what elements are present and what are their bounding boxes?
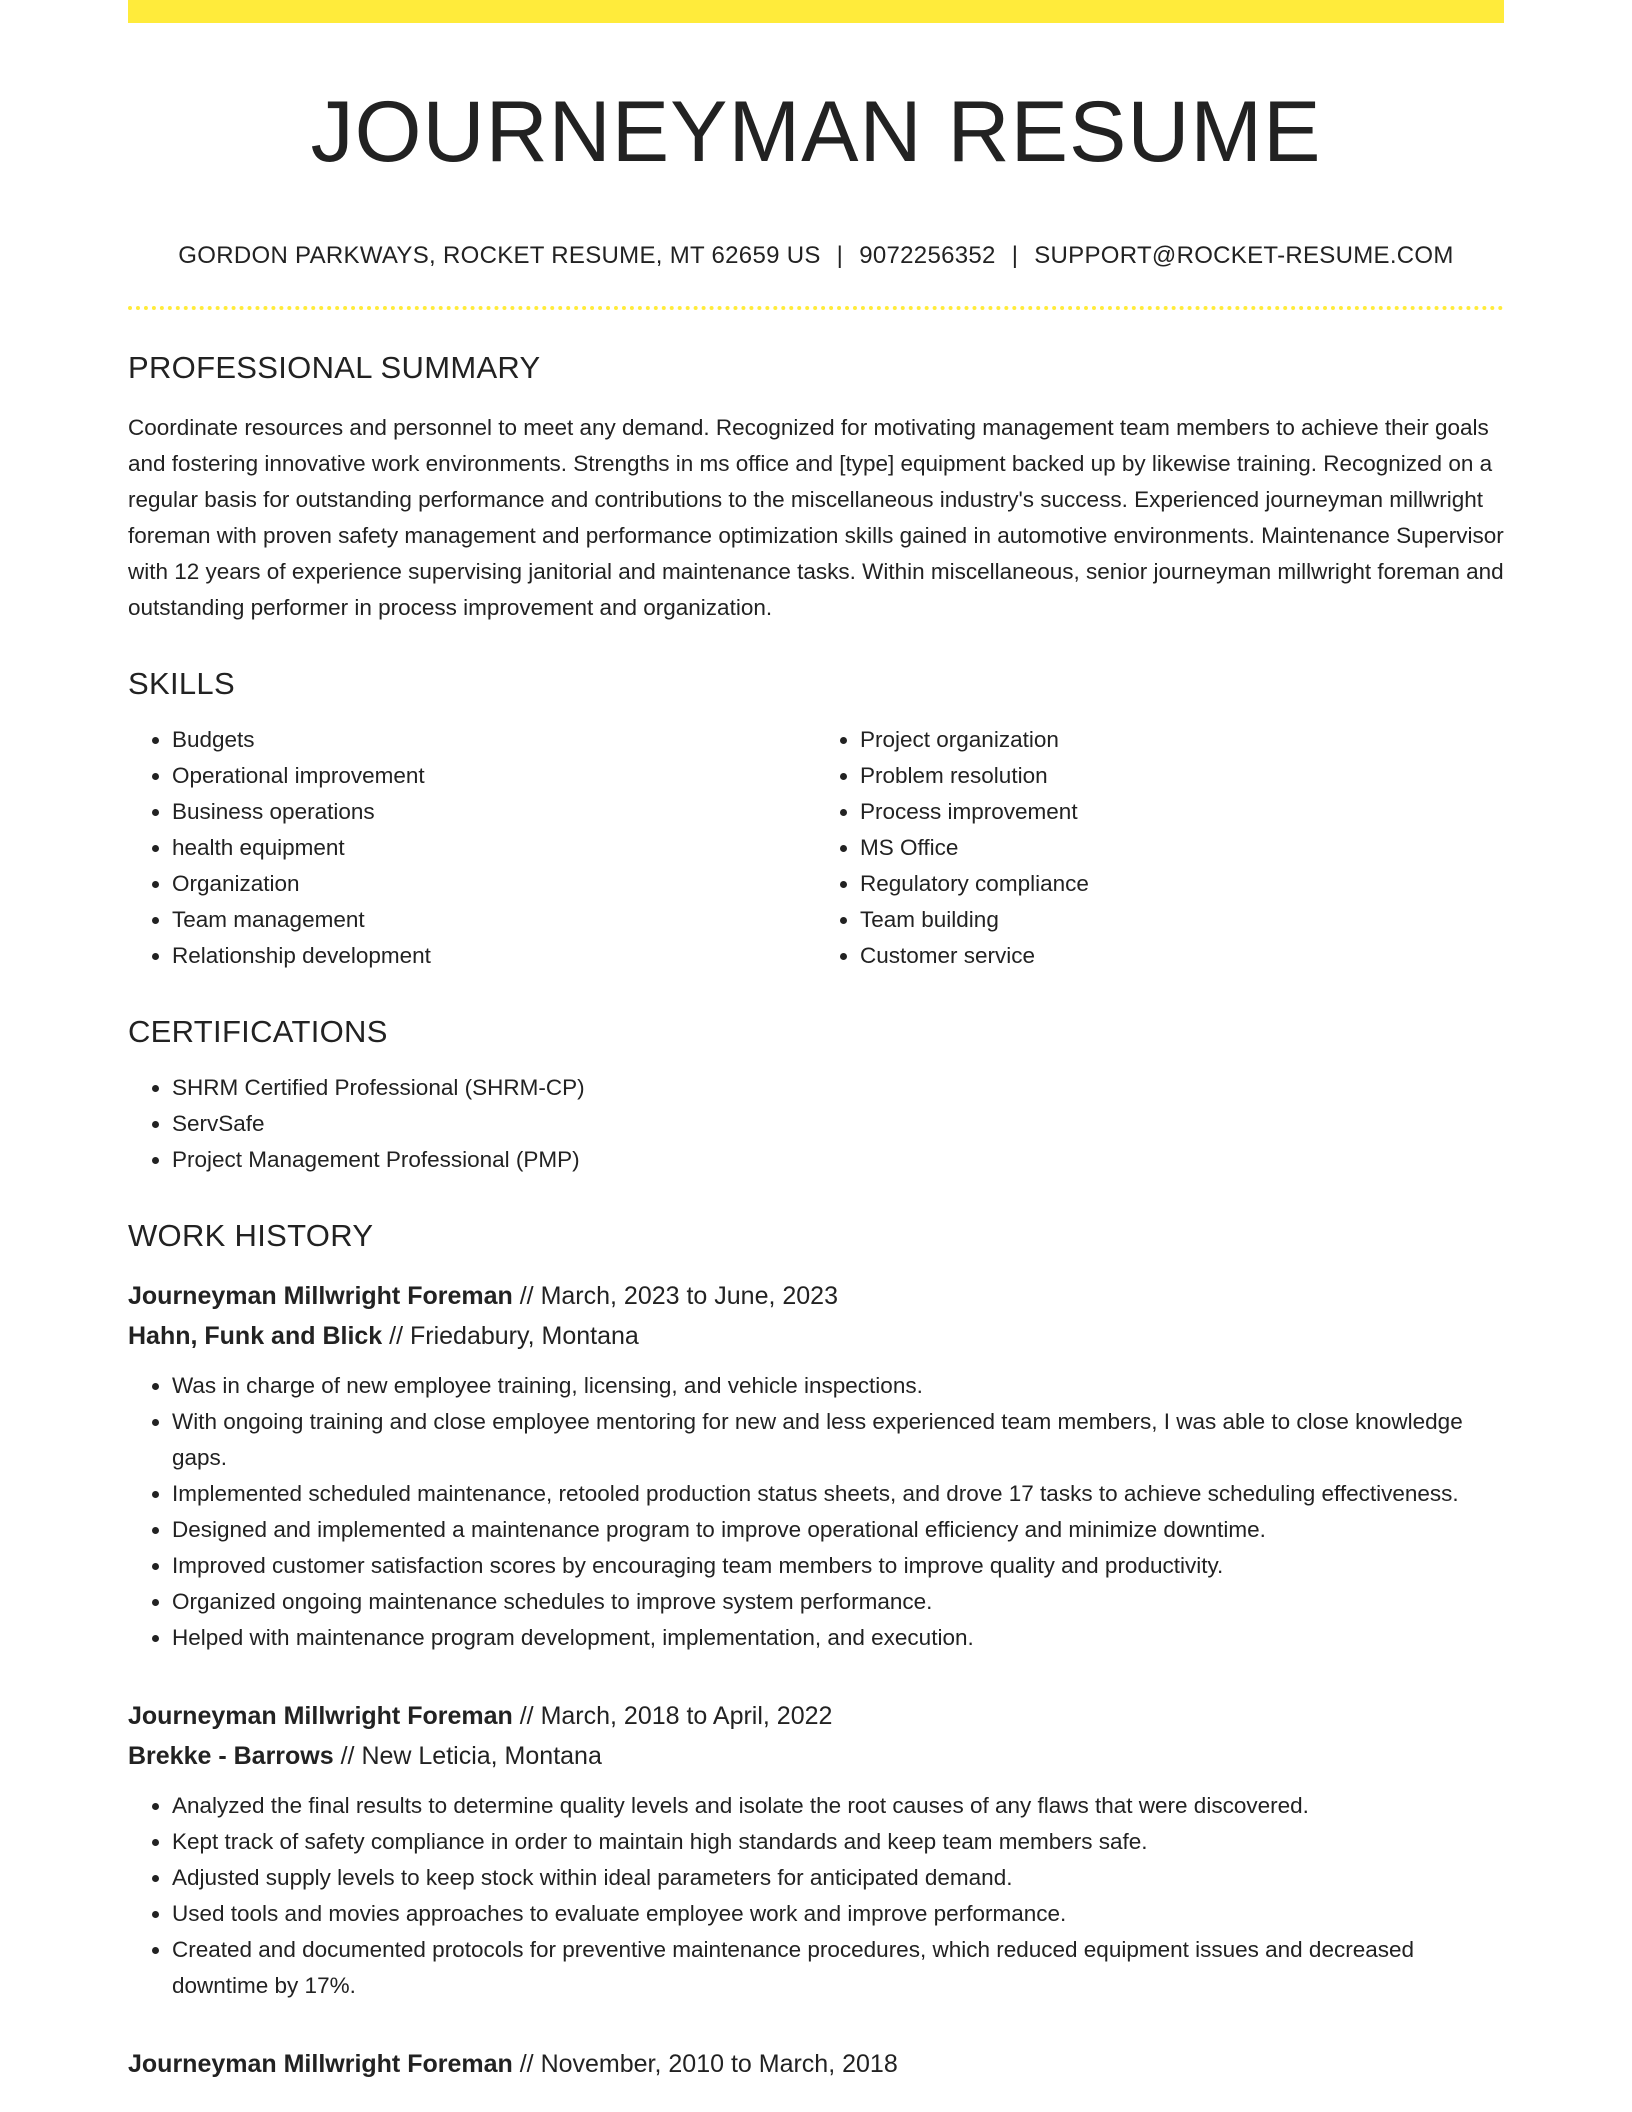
skill-item: • Organization <box>172 866 816 902</box>
dotted-divider <box>128 306 1504 310</box>
skills-list <box>128 722 1504 974</box>
skill-item: • Process improvement <box>860 794 1504 830</box>
job-bullet: • Was in charge of new employee training, licensing, and vehicle inspections. <box>172 1368 1504 1404</box>
skill-item: • Budgets <box>172 722 816 758</box>
job-bullet: • With ongoing training and close employee mentoring for new and less experienced team members, I was able to close knowledge gaps. <box>172 1404 1504 1476</box>
certification-item: • Project Management Professional (PMP) <box>172 1142 1504 1178</box>
skill-item: • MS Office <box>860 830 1504 866</box>
contact-separator: | <box>836 241 844 269</box>
skills-column-right <box>816 722 1504 974</box>
skill-item: • Team management <box>172 902 816 938</box>
job-bullet: • Created and documented protocols for preventive maintenance procedures, which reduced equipment issues and decreased downtime by 17%. <box>172 1932 1504 2004</box>
skill-item: • Problem resolution <box>860 758 1504 794</box>
accent-top-bar <box>128 0 1504 23</box>
job-bullet: • Improved customer satisfaction scores by encouraging team members to improve quality and productivity. <box>172 1548 1504 1584</box>
contact-line <box>128 242 1504 270</box>
job-entry <box>128 2044 1504 2084</box>
job-dates: // March, 2018 to April, 2022 <box>512 1701 833 1730</box>
summary-text: Coordinate resources and personnel to meet any demand. Recognized for motivating management team members to achieve their goals and fostering innovative work environments. Strengths in ms office and [type] equipment backed up by likewise training. Recognized on a regular basis for outstanding performance and contributions to the miscellaneous industry's success. Experienced journeyman millwright foreman with proven safety management and performance optimization skills gained in automotive environments. Maintenance Supervisor with 12 years of experience supervising janitorial and maintenance tasks. Within miscellaneous, senior journeyman millwright foreman and outstanding performer in process improvement and organization. <box>128 414 1504 620</box>
job-bullet: • Organized ongoing maintenance schedules to improve system performance. <box>172 1584 1504 1620</box>
contact-separator: | <box>1011 241 1019 269</box>
contact-address: GORDON PARKWAYS, ROCKET RESUME, MT 62659 US <box>178 241 821 269</box>
skill-item: • Customer service <box>860 938 1504 974</box>
skill-item: • Business operations <box>172 794 816 830</box>
certifications-list <box>128 1070 1504 1178</box>
job-title: Journeyman Millwright Foreman <box>128 2049 513 2078</box>
job-dates: // November, 2010 to March, 2018 <box>512 2049 898 2078</box>
skill-item: • Regulatory compliance <box>860 866 1504 902</box>
job-title-line <box>128 2044 1504 2084</box>
skill-item: • health equipment <box>172 830 816 866</box>
job-title-line <box>128 1696 1504 1736</box>
job-company: Brekke - Barrows <box>128 1741 334 1770</box>
job-bullet: • Adjusted supply levels to keep stock within ideal parameters for anticipated demand. <box>172 1860 1504 1896</box>
skill-item: • Team building <box>860 902 1504 938</box>
summary-heading: PROFESSIONAL SUMMARY <box>128 349 541 385</box>
job-dates: // March, 2023 to June, 2023 <box>512 1281 838 1310</box>
work-history-heading: WORK HISTORY <box>128 1217 374 1253</box>
resume-page <box>128 0 1504 2084</box>
certifications-heading: CERTIFICATIONS <box>128 1013 388 1049</box>
resume-title: JOURNEYMAN RESUME <box>310 84 1322 180</box>
job-company-line <box>128 1316 1504 1356</box>
job-title: Journeyman Millwright Foreman <box>128 1281 513 1310</box>
job-location: // New Leticia, Montana <box>333 1741 602 1770</box>
job-entry <box>128 1696 1504 2004</box>
job-company-line <box>128 1736 1504 1776</box>
contact-phone: 9072256352 <box>859 241 996 269</box>
certification-item: • SHRM Certified Professional (SHRM-CP) <box>172 1070 1504 1106</box>
job-bullet: • Used tools and movies approaches to evaluate employee work and improve performance. <box>172 1896 1504 1932</box>
contact-email: SUPPORT@ROCKET-RESUME.COM <box>1034 241 1454 269</box>
job-bullets <box>128 1788 1504 2004</box>
job-company: Hahn, Funk and Blick <box>128 1321 383 1350</box>
job-bullets <box>128 1368 1504 1656</box>
job-bullet: • Designed and implemented a maintenance program to improve operational efficiency and minimize downtime. <box>172 1512 1504 1548</box>
job-bullet: • Analyzed the final results to determine quality levels and isolate the root causes of any flaws that were discovered. <box>172 1788 1504 1824</box>
job-bullet: • Implemented scheduled maintenance, retooled production status sheets, and drove 17 tasks to achieve scheduling effectiveness. <box>172 1476 1504 1512</box>
skill-item: • Relationship development <box>172 938 816 974</box>
certification-item: • ServSafe <box>172 1106 1504 1142</box>
job-entry <box>128 1276 1504 1656</box>
skills-heading: SKILLS <box>128 665 235 701</box>
skills-column-left <box>128 722 816 974</box>
job-location: // Friedabury, Montana <box>382 1321 639 1350</box>
skill-item: • Operational improvement <box>172 758 816 794</box>
job-bullet: • Kept track of safety compliance in order to maintain high standards and keep team members safe. <box>172 1824 1504 1860</box>
job-title: Journeyman Millwright Foreman <box>128 1701 513 1730</box>
job-bullet: • Helped with maintenance program development, implementation, and execution. <box>172 1620 1504 1656</box>
job-title-line <box>128 1276 1504 1316</box>
skill-item: • Project organization <box>860 722 1504 758</box>
